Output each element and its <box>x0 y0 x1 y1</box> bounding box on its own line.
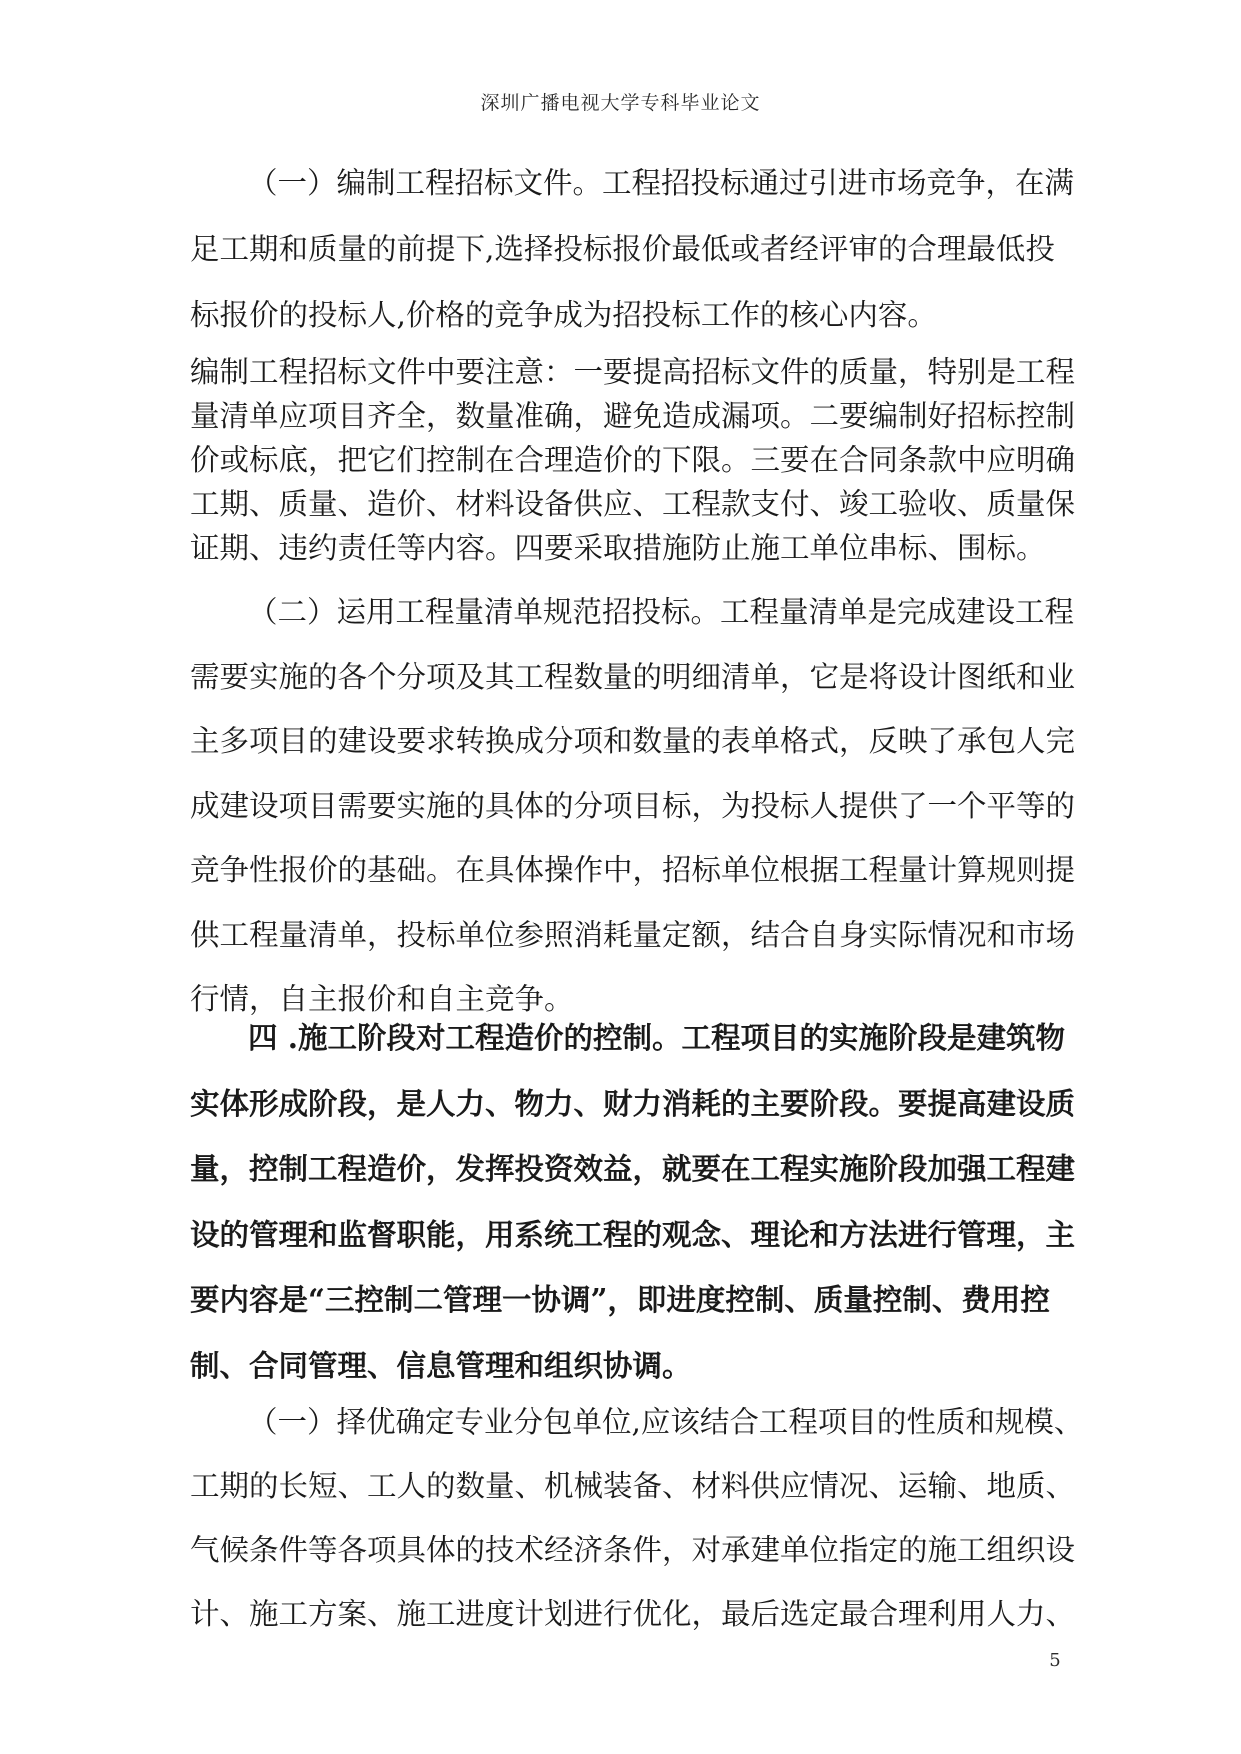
text-line: 量，控制工程造价，发挥投资效益，就要在工程实施阶段加强工程建 <box>190 1151 1076 1186</box>
text-line: 供工程量清单，投标单位参照消耗量定额，结合自身实际情况和市场 <box>190 917 1076 952</box>
paragraph-bill-of-quantities <box>190 580 1076 1032</box>
text-line: 标报价的投标人,价格的竞争成为招投标工作的核心内容。 <box>190 298 937 332</box>
text-line: 工期、质量、造价、材料设备供应、工程款支付、竣工验收、质量保 <box>190 487 1076 521</box>
text-line: （二）运用工程量清单规范招投标。工程量清单是完成建设工程 <box>248 595 1075 629</box>
text-line: 量清单应项目齐全，数量准确，避免造成漏项。二要编制好招标控制 <box>190 399 1076 433</box>
text-line: 四 .施工阶段对工程造价的控制。工程项目的实施阶段是建筑物 <box>248 1020 1066 1055</box>
paragraph-bidding-notes <box>190 350 1076 570</box>
running-header: 深圳广播电视大学专科毕业论文 <box>480 92 761 114</box>
text-line: 编制工程招标文件中要注意：一要提高招标文件的质量，特别是工程 <box>190 355 1076 389</box>
text-line: 竞争性报价的基础。在具体操作中，招标单位根据工程量计算规则提 <box>190 853 1076 887</box>
text-line: 成建设项目需要实施的具体的分项目标，为投标人提供了一个平等的 <box>190 788 1076 823</box>
page-number: 5 <box>1049 1650 1061 1671</box>
paragraph-subcontractor-selection <box>190 1390 1084 1646</box>
text-line: （一）择优确定专业分包单位,应该结合工程项目的性质和规模、 <box>248 1405 1084 1439</box>
text-line: 制、合同管理、信息管理和组织协调。 <box>190 1347 692 1383</box>
section-heading-construction-phase <box>190 1005 1076 1398</box>
text-line: 气候条件等各项具体的技术经济条件，对承建单位指定的施工组织设 <box>190 1533 1076 1567</box>
text-line: 足工期和质量的前提下,选择投标报价最低或者经评审的合理最低投 <box>190 232 1055 266</box>
paragraph-bidding-documents <box>190 150 1075 348</box>
text-line: 证期、违约责任等内容。四要采取措施防止施工单位串标、围标。 <box>190 531 1046 565</box>
text-line: 要内容是“三控制二管理一协调”，即进度控制、质量控制、费用控 <box>190 1282 1050 1317</box>
text-line: （一）编制工程招标文件。工程招投标通过引进市场竞争，在满 <box>248 166 1075 200</box>
text-line: 工期的长短、工人的数量、机械装备、材料供应情况、运输、地质、 <box>190 1469 1076 1503</box>
text-line: 价或标底，把它们控制在合理造价的下限。三要在合同条款中应明确 <box>190 443 1076 477</box>
text-line: 主多项目的建设要求转换成分项和数量的表单格式，反映了承包人完 <box>190 724 1076 758</box>
text-line: 计、施工方案、施工进度计划进行优化，最后选定最合理利用人力、 <box>190 1597 1076 1631</box>
text-line: 设的管理和监督职能，用系统工程的观念、理论和方法进行管理，主 <box>190 1216 1076 1252</box>
text-line: 需要实施的各个分项及其工程数量的明细清单，它是将设计图纸和业 <box>190 659 1076 694</box>
text-line: 实体形成阶段，是人力、物力、财力消耗的主要阶段。要提高建设质 <box>190 1085 1076 1121</box>
text-line: 行情，自主报价和自主竞争。 <box>190 982 574 1016</box>
